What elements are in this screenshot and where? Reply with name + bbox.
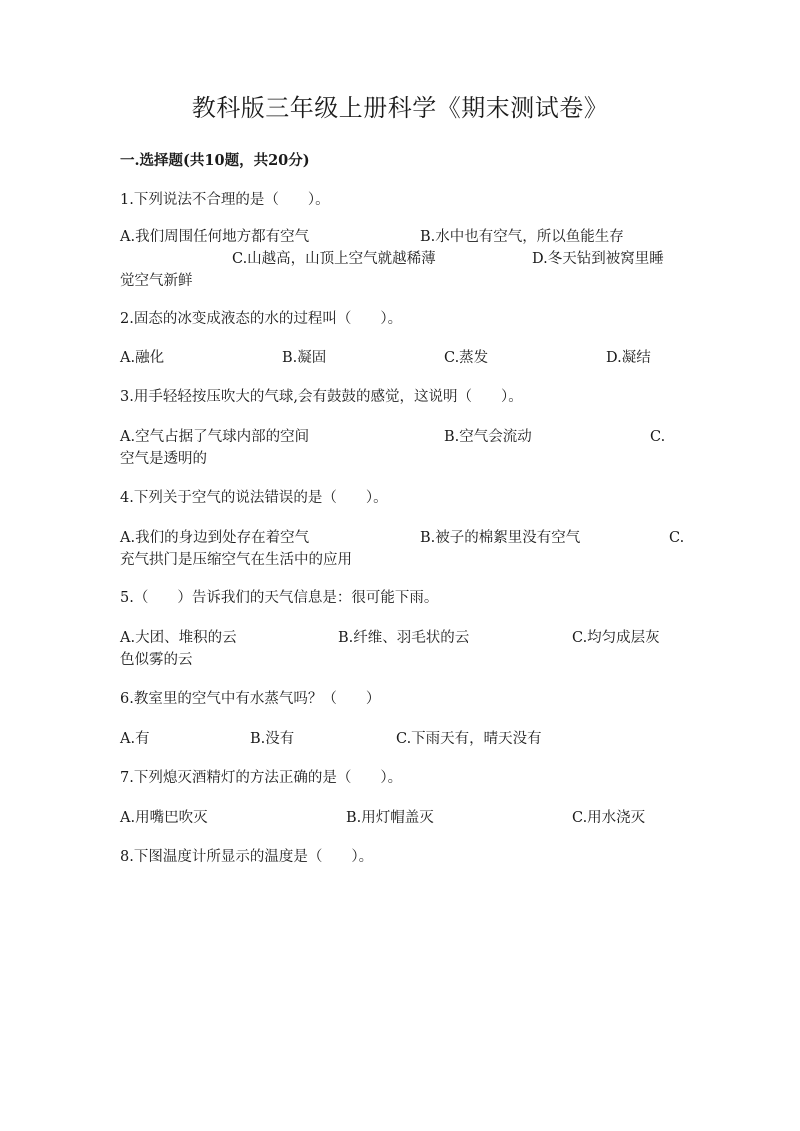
question-2-option-a: A.融化 (120, 350, 165, 366)
question-1-option-d-cont: 觉空气新鲜 (120, 273, 193, 289)
question-3-option-b: B.空气会流动 (444, 429, 532, 445)
question-1-option-d: D.冬天钻到被窝里睡 (532, 251, 664, 267)
question-4-option-a: A.我们的身边到处存在着空气 (120, 530, 310, 546)
question-3-option-c: C. (650, 429, 666, 445)
question-7-option-c: C.用水浇灭 (572, 810, 646, 826)
question-5-option-c-cont: 色似雾的云 (120, 652, 193, 668)
question-1-option-c: C.山越高，山顶上空气就越稀薄 (232, 251, 436, 267)
question-7-option-b: B.用灯帽盖灭 (346, 810, 434, 826)
question-6-stem: 6.教室里的空气中有水蒸气吗？（ ） (120, 691, 381, 707)
question-3-stem: 3.用手轻轻按压吹大的气球,会有鼓鼓的感觉，这说明（ ）。 (120, 389, 523, 405)
question-1-option-a: A.我们周围任何地方都有空气 (120, 229, 310, 245)
question-7-stem: 7.下列熄灭酒精灯的方法正确的是（ ）。 (120, 770, 403, 786)
question-5-option-b: B.纤维、羽毛状的云 (338, 630, 470, 646)
question-1-stem: 1.下列说法不合理的是（ ）。 (120, 192, 330, 208)
question-5-stem: 5.（ ）告诉我们的天气信息是：很可能下雨。 (120, 590, 439, 606)
question-4-stem: 4.下列关于空气的说法错误的是（ ）。 (120, 490, 388, 506)
question-5-option-a: A.大团、堆积的云 (120, 630, 237, 646)
question-7-option-a: A.用嘴巴吹灭 (120, 810, 208, 826)
section-heading: 一.选择题(共10题，共20分) (120, 152, 310, 169)
question-8-stem: 8.下图温度计所显示的温度是（ ）。 (120, 849, 374, 865)
question-6-option-a: A.有 (120, 731, 150, 747)
question-3-option-a: A.空气占据了气球内部的空间 (120, 429, 310, 445)
question-1-option-b: B.水中也有空气，所以鱼能生存 (420, 229, 624, 245)
question-4-option-c-cont: 充气拱门是压缩空气在生活中的应用 (120, 552, 352, 568)
question-2-option-c: C.蒸发 (444, 350, 489, 366)
question-2-stem: 2.固态的冰变成液态的水的过程叫（ ）。 (120, 311, 403, 327)
question-2-option-b: B.凝固 (282, 350, 327, 366)
question-4-option-b: B.被子的棉絮里没有空气 (420, 530, 581, 546)
page-title: 教科版三年级上册科学《期末测试卷》 (191, 94, 609, 122)
question-6-option-c: C.下雨天有，晴天没有 (396, 731, 542, 747)
question-4-option-c: C. (669, 530, 685, 546)
question-6-option-b: B.没有 (250, 731, 295, 747)
question-2-option-d: D.凝结 (606, 350, 651, 366)
question-5-option-c: C.均匀成层灰 (572, 630, 660, 646)
question-3-option-c-cont: 空气是透明的 (120, 451, 207, 467)
